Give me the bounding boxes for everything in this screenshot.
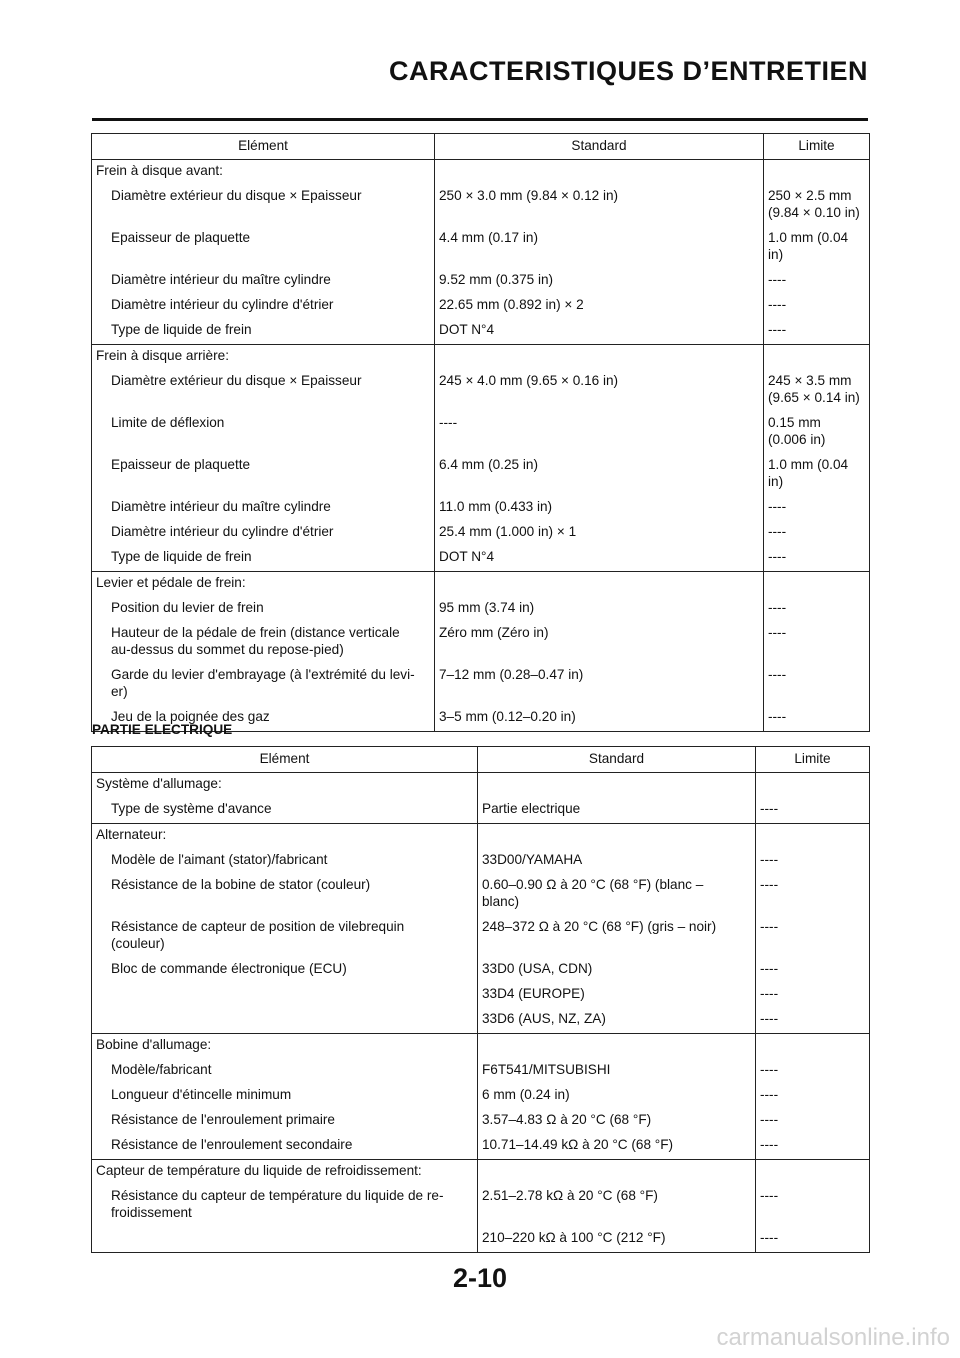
table-row (92, 958, 870, 983)
row-element: Type de système d'avance (92, 798, 478, 824)
row-element: Type de liquide de frein (92, 319, 435, 345)
row-element: Résistance de la bobine de stator (couleur) (92, 874, 478, 916)
row-element: Modèle/fabricant (92, 1059, 478, 1084)
table-row (92, 622, 870, 664)
table-row (92, 849, 870, 874)
table-row (92, 1008, 870, 1034)
row-element: Epaisseur de plaquette (92, 454, 435, 496)
empty-cell (764, 572, 870, 598)
row-standard: 4.4 mm (0.17 in) (435, 227, 764, 269)
header-element: Elément (92, 134, 435, 160)
row-element: Garde du levier d'embrayage (à l'extrémité du levi- er) (92, 664, 435, 706)
row-limit: ---- (764, 521, 870, 546)
row-standard: 11.0 mm (0.433 in) (435, 496, 764, 521)
row-standard: DOT N°4 (435, 546, 764, 572)
table-row (92, 916, 870, 958)
table-row (92, 1185, 870, 1227)
row-limit: ---- (756, 1109, 870, 1134)
row-limit: ---- (764, 664, 870, 706)
row-limit: ---- (756, 1059, 870, 1084)
row-limit: ---- (756, 958, 870, 983)
header-limit: Limite (764, 134, 870, 160)
row-standard: 9.52 mm (0.375 in) (435, 269, 764, 294)
row-limit: ---- (756, 1134, 870, 1160)
empty-cell (756, 824, 870, 850)
row-standard: 2.51–2.78 kΩ à 20 °C (68 °F) (478, 1185, 756, 1227)
row-standard: 210–220 kΩ à 100 °C (212 °F) (478, 1227, 756, 1253)
row-element: Diamètre intérieur du maître cylindre (92, 269, 435, 294)
table-row (92, 546, 870, 572)
table-row (92, 874, 870, 916)
group-title-row (92, 572, 870, 598)
table-row (92, 454, 870, 496)
table-row (92, 983, 870, 1008)
row-element (92, 1227, 478, 1253)
row-standard: 25.4 mm (1.000 in) × 1 (435, 521, 764, 546)
row-standard: 33D00/YAMAHA (478, 849, 756, 874)
row-limit: ---- (756, 798, 870, 824)
empty-cell (764, 160, 870, 186)
row-element (92, 983, 478, 1008)
table-row (92, 1109, 870, 1134)
empty-cell (478, 1034, 756, 1060)
row-limit: ---- (756, 1008, 870, 1034)
row-standard: 3.57–4.83 Ω à 20 °C (68 °F) (478, 1109, 756, 1134)
group-title-row (92, 1034, 870, 1060)
row-element: Longueur d'étincelle minimum (92, 1084, 478, 1109)
row-limit: ---- (756, 874, 870, 916)
group-title-row (92, 1160, 870, 1186)
header-standard: Standard (478, 747, 756, 773)
row-limit: 0.15 mm (0.006 in) (764, 412, 870, 454)
table-row (92, 319, 870, 345)
row-limit: ---- (764, 706, 870, 732)
row-standard: 33D4 (EUROPE) (478, 983, 756, 1008)
table-header-row (92, 134, 870, 160)
row-element: Diamètre intérieur du cylindre d'étrier (92, 294, 435, 319)
empty-cell (756, 1034, 870, 1060)
table-row (92, 412, 870, 454)
empty-cell (764, 345, 870, 371)
row-limit: ---- (756, 916, 870, 958)
row-limit: 1.0 mm (0.04 in) (764, 454, 870, 496)
row-element: Diamètre intérieur du cylindre d'étrier (92, 521, 435, 546)
row-standard: 3–5 mm (0.12–0.20 in) (435, 706, 764, 732)
table-row (92, 1059, 870, 1084)
row-limit: ---- (764, 597, 870, 622)
empty-cell (435, 160, 764, 186)
row-standard: 250 × 3.0 mm (9.84 × 0.12 in) (435, 185, 764, 227)
title-rule (92, 118, 868, 121)
empty-cell (756, 773, 870, 799)
table-row (92, 521, 870, 546)
row-element: Bloc de commande électronique (ECU) (92, 958, 478, 983)
group-title: Alternateur: (92, 824, 478, 850)
row-element: Limite de déflexion (92, 412, 435, 454)
row-element: Hauteur de la pédale de frein (distance verticale au-dessus du sommet du repose-pied) (92, 622, 435, 664)
row-element: Diamètre intérieur du maître cylindre (92, 496, 435, 521)
row-element (92, 1008, 478, 1034)
row-standard: DOT N°4 (435, 319, 764, 345)
empty-cell (435, 572, 764, 598)
row-standard: F6T541/MITSUBISHI (478, 1059, 756, 1084)
table-row (92, 185, 870, 227)
row-limit: ---- (764, 496, 870, 521)
row-limit: ---- (764, 546, 870, 572)
row-element: Diamètre extérieur du disque × Epaisseur (92, 185, 435, 227)
row-limit: ---- (764, 294, 870, 319)
row-limit: ---- (756, 983, 870, 1008)
header-standard: Standard (435, 134, 764, 160)
brake-spec-table (91, 133, 870, 732)
header-limit: Limite (756, 747, 870, 773)
row-standard: ---- (435, 412, 764, 454)
row-limit: ---- (756, 1185, 870, 1227)
empty-cell (478, 1160, 756, 1186)
row-element: Résistance de l'enroulement secondaire (92, 1134, 478, 1160)
group-title: Frein à disque arrière: (92, 345, 435, 371)
group-title: Frein à disque avant: (92, 160, 435, 186)
group-title: Système d'allumage: (92, 773, 478, 799)
table-row (92, 294, 870, 319)
table-row (92, 597, 870, 622)
watermark: carmanualsonline.info (716, 1324, 950, 1351)
row-limit: ---- (756, 1227, 870, 1253)
table-row (92, 269, 870, 294)
row-standard: 6.4 mm (0.25 in) (435, 454, 764, 496)
page-number: 2-10 (452, 1263, 508, 1293)
group-title: Capteur de température du liquide de refroidissement: (92, 1160, 478, 1186)
table-row (92, 370, 870, 412)
group-title-row (92, 773, 870, 799)
table-header-row (92, 747, 870, 773)
row-standard: Zéro mm (Zéro in) (435, 622, 764, 664)
row-element: Diamètre extérieur du disque × Epaisseur (92, 370, 435, 412)
row-limit: ---- (764, 319, 870, 345)
row-limit: ---- (756, 1084, 870, 1109)
row-standard: 10.71–14.49 kΩ à 20 °C (68 °F) (478, 1134, 756, 1160)
table-row (92, 227, 870, 269)
row-limit: ---- (764, 269, 870, 294)
row-element: Jeu de la poignée des gaz (92, 706, 435, 732)
table-row (92, 1134, 870, 1160)
electric-spec-table (91, 746, 870, 1253)
empty-cell (478, 824, 756, 850)
group-title: Bobine d'allumage: (92, 1034, 478, 1060)
header-element: Elément (92, 747, 478, 773)
row-element: Position du levier de frein (92, 597, 435, 622)
row-limit: ---- (764, 622, 870, 664)
row-standard: 0.60–0.90 Ω à 20 °C (68 °F) (blanc – blanc) (478, 874, 756, 916)
page-title: CARACTERISTIQUES D’ENTRETIEN (388, 56, 868, 86)
row-element: Résistance du capteur de température du liquide de re- froidissement (92, 1185, 478, 1227)
section-title-electric: PARTIE ELECTRIQUE (92, 722, 233, 737)
row-standard: 95 mm (3.74 in) (435, 597, 764, 622)
row-standard: 6 mm (0.24 in) (478, 1084, 756, 1109)
row-element: Résistance de capteur de position de vilebrequin (couleur) (92, 916, 478, 958)
row-limit: 250 × 2.5 mm (9.84 × 0.10 in) (764, 185, 870, 227)
row-standard: 33D6 (AUS, NZ, ZA) (478, 1008, 756, 1034)
group-title-row (92, 160, 870, 186)
row-standard: Partie electrique (478, 798, 756, 824)
group-title-row (92, 345, 870, 371)
row-limit: 245 × 3.5 mm (9.65 × 0.14 in) (764, 370, 870, 412)
row-standard: 245 × 4.0 mm (9.65 × 0.16 in) (435, 370, 764, 412)
row-element: Epaisseur de plaquette (92, 227, 435, 269)
row-standard: 33D0 (USA, CDN) (478, 958, 756, 983)
row-standard: 7–12 mm (0.28–0.47 in) (435, 664, 764, 706)
empty-cell (756, 1160, 870, 1186)
table-row (92, 664, 870, 706)
group-title: Levier et pédale de frein: (92, 572, 435, 598)
table-row (92, 1084, 870, 1109)
table-row (92, 496, 870, 521)
table-row (92, 1227, 870, 1253)
empty-cell (435, 345, 764, 371)
empty-cell (478, 773, 756, 799)
row-element: Type de liquide de frein (92, 546, 435, 572)
row-element: Résistance de l'enroulement primaire (92, 1109, 478, 1134)
row-element: Modèle de l'aimant (stator)/fabricant (92, 849, 478, 874)
group-title-row (92, 824, 870, 850)
row-limit: ---- (756, 849, 870, 874)
row-standard: 22.65 mm (0.892 in) × 2 (435, 294, 764, 319)
table-row (92, 798, 870, 824)
row-standard: 248–372 Ω à 20 °C (68 °F) (gris – noir) (478, 916, 756, 958)
row-limit: 1.0 mm (0.04 in) (764, 227, 870, 269)
